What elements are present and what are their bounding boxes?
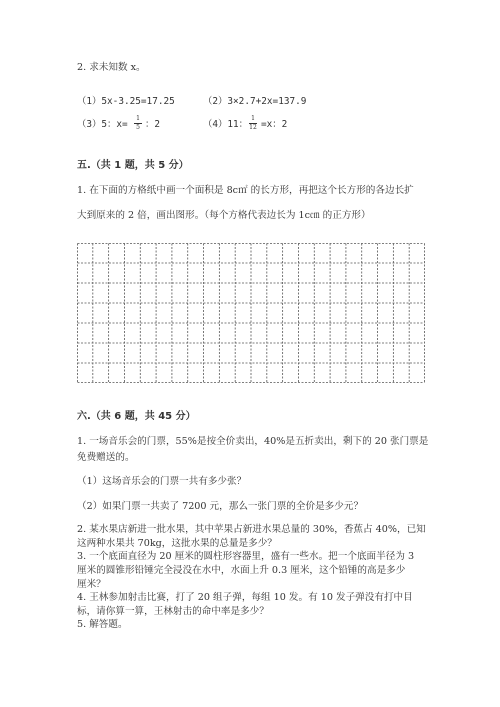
equation-3-denominator: 5 xyxy=(136,124,140,131)
section-6-question-3-line-1: 3. 一个底面直径为 20 厘米的圆柱形容器里，盛有一些水。把一个底面半径为 3 xyxy=(77,551,415,562)
equation-4-numerator: 1 xyxy=(251,115,255,122)
section-6-question-1-sub-1: （1）这场音乐会的门票一共有多少张？ xyxy=(77,476,247,487)
section-6-question-2-line-2: 这两种水果共 70kg，这批水果的总量是多少？ xyxy=(77,538,277,549)
section-6-question-1-line-1: 1. 一场音乐会的门票，55%是按全价卖出，40%是五折卖出，剩下的 20 张门票是 xyxy=(77,436,429,447)
section-6-question-4-line-1: 4. 王林参加射击比赛，打了 20 组子弹，每组 10 发。有 10 发子弹没有打中目 xyxy=(77,592,413,603)
section-6-question-4-line-2: 标，请你算一算，王林射击的命中率是多少？ xyxy=(77,606,269,617)
equation-4-left: （4）11： xyxy=(203,119,249,130)
section-5-heading: 五.（共 1 题，共 5 分） xyxy=(77,160,189,171)
section-6-question-1-line-2: 免费赠送的。 xyxy=(77,452,135,463)
section-6-question-1-sub-2: （2）如果门票一共卖了 7200 元，那么一张门票的全价是多少元？ xyxy=(77,501,364,512)
equation-3-right: ：2 xyxy=(145,119,161,130)
drawing-grid[interactable] xyxy=(77,243,425,383)
section-6-question-2-line-1: 2. 某水果店新进一批水果，其中苹果占新进水果总量的 30%，香蕉占 40%，已知 xyxy=(77,524,426,535)
equation-2: （2）3×2.7+2x=137.9 xyxy=(203,96,307,107)
section-6-question-3-line-2: 厘米的圆锥形铅锤完全浸没在水中，水面上升 0.3 厘米，这个铅锤的高是多少 xyxy=(77,565,406,576)
question-2-title: 2. 求未知数 x。 xyxy=(77,62,146,73)
equation-3-left: （3）5：x= xyxy=(77,119,128,130)
section-5-question-1-line-2: 大到原来的 2 倍，画出图形。（每个方格代表边长为 1c㎝ 的正方形） xyxy=(77,210,371,221)
section-6-question-5: 5. 解答题。 xyxy=(77,619,128,630)
section-6-question-3-line-3: 厘米？ xyxy=(77,579,106,590)
section-6-heading: 六.（共 6 题，共 45 分） xyxy=(77,411,196,422)
equation-4-right: =x：2 xyxy=(261,119,288,130)
equation-1: （1）5x-3.25=17.25 xyxy=(77,96,175,107)
section-5-question-1-line-1: 1. 在下面的方格纸中画一个面积是 8c㎡ 的长方形，再把这个长方形的各边长扩 xyxy=(77,185,414,196)
equation-4-denominator: 12 xyxy=(249,124,257,131)
equation-3-numerator: 1 xyxy=(136,115,140,122)
